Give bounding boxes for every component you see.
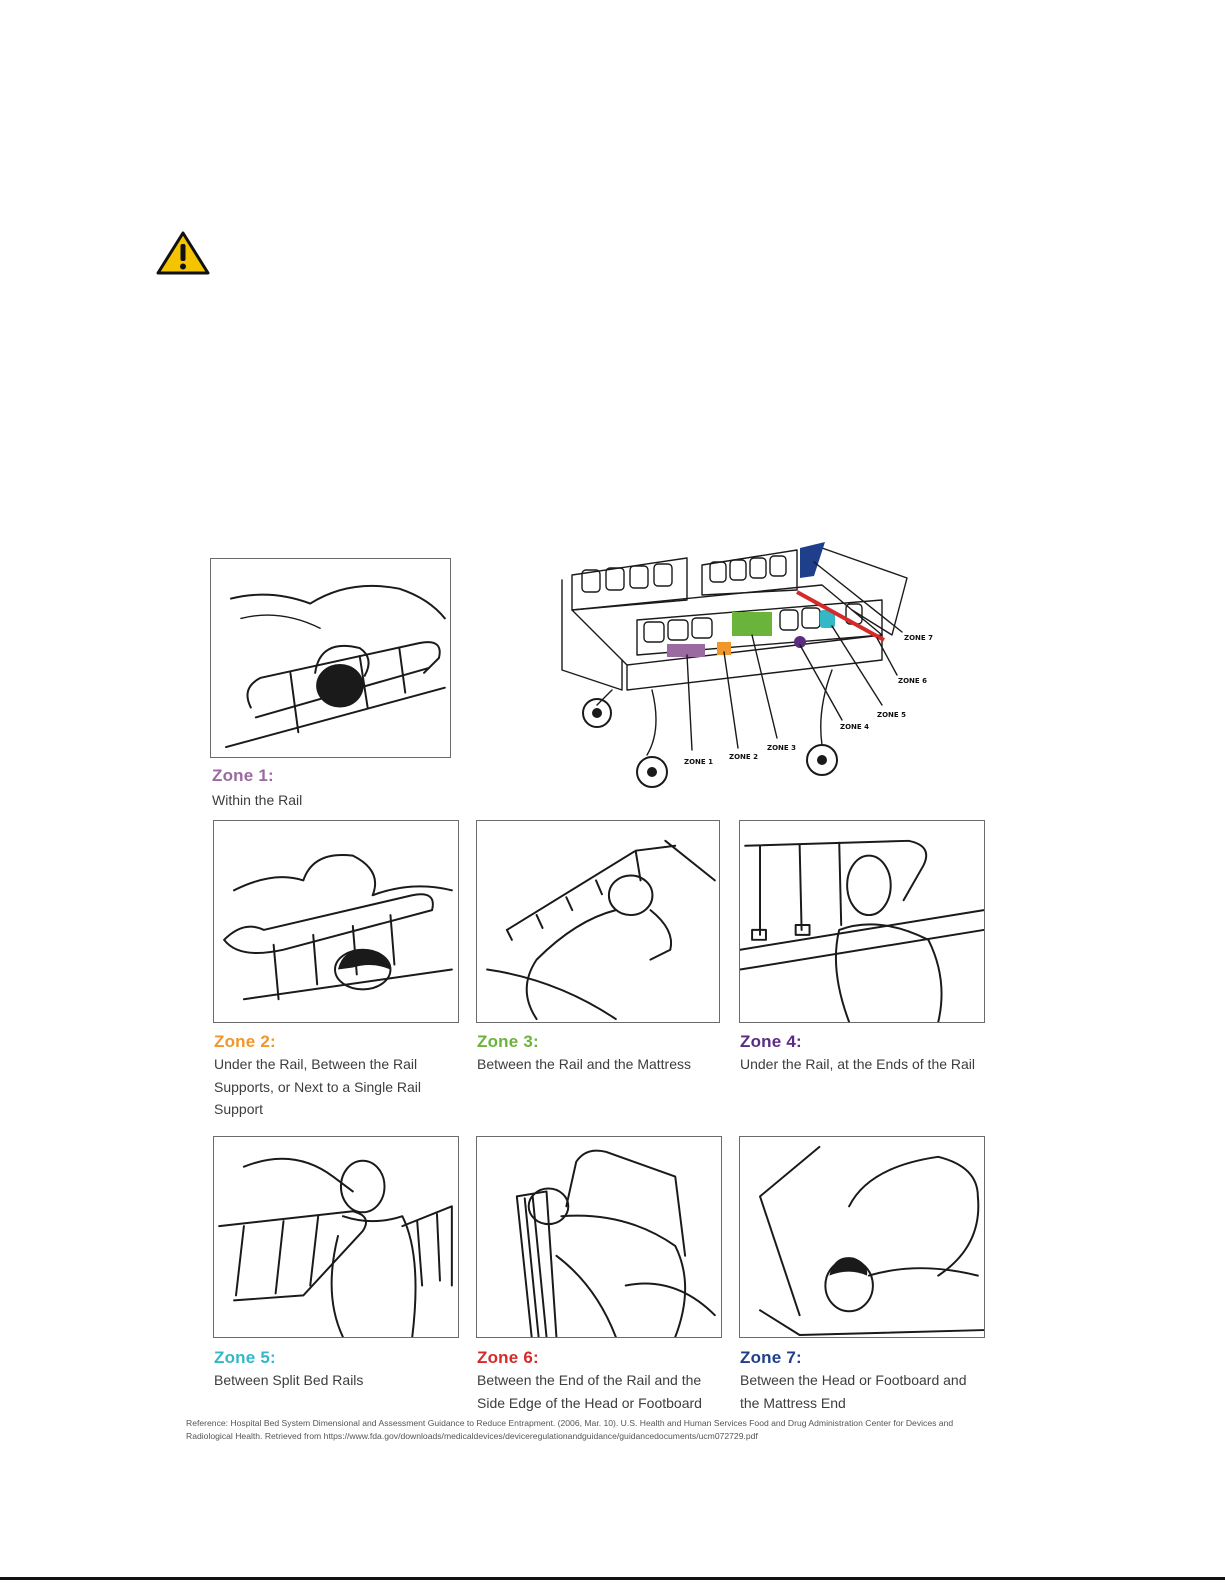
- zone-6-title: Zone 6:: [477, 1348, 539, 1367]
- zone-2-illustration: [213, 820, 459, 1023]
- zone-3-title: Zone 3:: [477, 1032, 539, 1051]
- zone-7-marker: [800, 542, 825, 578]
- bed-entrapment-zones-diagram: [552, 540, 972, 802]
- zone-6-illustration: [476, 1136, 722, 1338]
- zone-3-marker: [732, 612, 772, 636]
- zone-6-marker: [797, 592, 884, 640]
- zone-3-desc: Between the Rail and the Mattress: [477, 1056, 692, 1072]
- page-bottom-rule: [0, 1577, 1225, 1580]
- zone-4-illustration: [739, 820, 985, 1023]
- zone-5-title: Zone 5:: [214, 1348, 276, 1367]
- diagram-label-zone-2: ZONE 2: [729, 753, 758, 761]
- zone-6-desc: Between the End of the Rail and the Side Edge of the Head or Footboard: [477, 1372, 702, 1411]
- zone-4-desc: Under the Rail, at the Ends of the Rail: [740, 1056, 976, 1072]
- zone-4-title: Zone 4:: [740, 1032, 802, 1051]
- zone-1-illustration: [210, 558, 451, 758]
- zone-1-marker: [667, 644, 705, 657]
- zone-1-title: Zone 1:: [212, 766, 274, 785]
- diagram-label-zone-5: ZONE 5: [877, 711, 906, 719]
- zone-5-desc: Between Split Bed Rails: [214, 1372, 364, 1388]
- zone-1-desc: Within the Rail: [212, 792, 303, 808]
- diagram-label-zone-1: ZONE 1: [684, 758, 713, 766]
- zone-2-desc: Under the Rail, Between the Rail Supports, or Next to a Single Rail Support: [214, 1056, 421, 1117]
- diagram-label-zone-4: ZONE 4: [840, 723, 869, 731]
- zone-5-illustration: [213, 1136, 459, 1338]
- diagram-label-zone-3: ZONE 3: [767, 744, 796, 752]
- zone-7-desc: Between the Head or Footboard and the Mattress End: [740, 1372, 967, 1411]
- zone-2-title: Zone 2:: [214, 1032, 276, 1051]
- reference-citation: Reference: Hospital Bed System Dimensional and Assessment Guidance to Reduce Entrapment. (2006, Mar. 10). U.S. Health and Human Services Food and Drug Administration Center for Devices and Radiological Health. Retrieved from https://www.fda.gov/downloads/medicaldevices/deviceregulationandguidance/guidancedocuments/ucm072729.pdf: [186, 1418, 954, 1441]
- zone-7-title: Zone 7:: [740, 1348, 802, 1367]
- zone-3-illustration: [476, 820, 720, 1023]
- diagram-label-zone-7: ZONE 7: [904, 634, 933, 642]
- diagram-label-zone-6: ZONE 6: [898, 677, 927, 685]
- zone-7-illustration: [739, 1136, 985, 1338]
- warning-triangle-icon: [156, 230, 210, 276]
